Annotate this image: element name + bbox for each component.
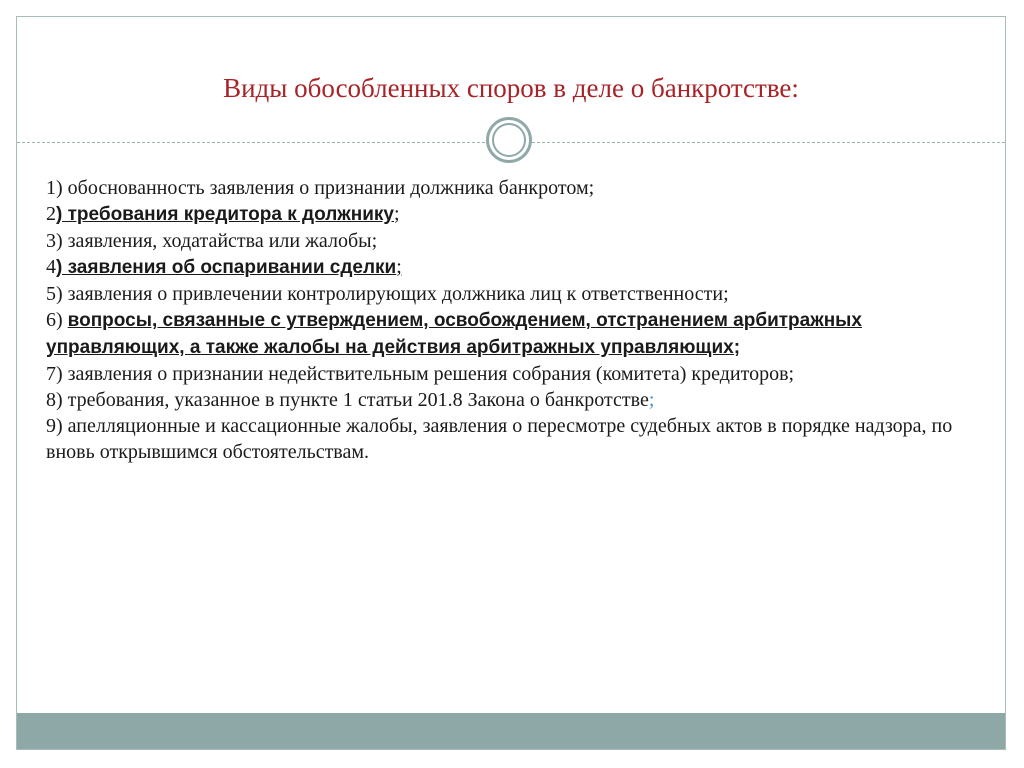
item-text: 6) (46, 309, 68, 331)
item-text: 7) заявления о признании недействительным решения собрания (комитета) кредиторов; (46, 363, 795, 385)
item-text: 3) заявления, ходатайства или жалобы; (46, 230, 378, 252)
item-text: 2 (46, 203, 56, 225)
item-emphasis: вопросы, связанные с утверждением, освобождением, отстранением арбитражных управляющих, а также жалобы на действия арбитражных управляющих; (46, 310, 862, 358)
list-item (46, 361, 986, 387)
item-emphasis: ) требования кредитора к должнику (56, 204, 394, 225)
item-text: 5) заявления о привлечении контролирующих должника лиц к ответственности; (46, 283, 729, 305)
item-link[interactable]: ; (648, 389, 655, 411)
item-text: 4 (46, 256, 56, 278)
list-item (46, 281, 986, 307)
item-emphasis-end: ; (396, 256, 402, 278)
item-text: 9) апелляционные и кассационные жалобы, заявления о пересмотре судебных актов в порядке надзора, по вновь открывшимся обстоятельствам. (46, 415, 953, 463)
item-emphasis: ) заявления об оспаривании сделки (56, 257, 397, 278)
list-item (46, 175, 986, 201)
item-text-end: ; (393, 203, 400, 225)
list-item (46, 307, 986, 361)
footer-bar (17, 713, 1005, 749)
list-body (46, 175, 986, 465)
slide (16, 16, 1006, 750)
list-item (46, 387, 986, 413)
slide-title: Виды обособленных споров в деле о банкротстве: (223, 73, 799, 103)
list-item (46, 254, 986, 281)
item-text: 8) требования, указанное в пункте 1 статьи 201.8 Закона о банкротстве (46, 389, 649, 411)
list-item (46, 201, 986, 228)
item-text: 1) обоснованность заявления о признании должника банкротом; (46, 177, 595, 199)
ring-ornament-icon (486, 117, 532, 163)
list-item (46, 228, 986, 254)
list-item (46, 413, 986, 465)
